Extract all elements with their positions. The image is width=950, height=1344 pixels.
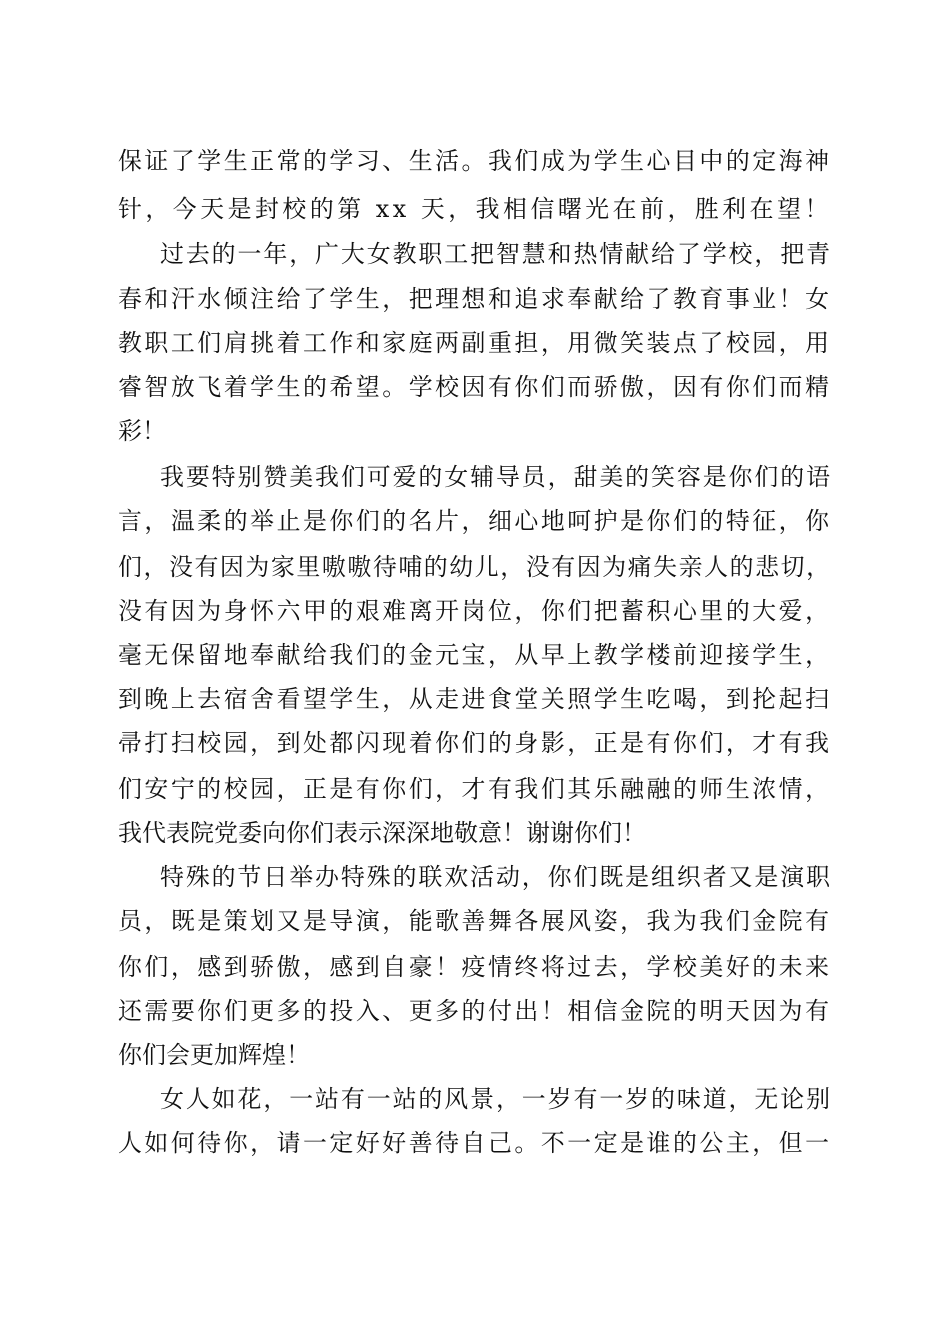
paragraph-first-line: 女人如花，一站有一站的风景，一岁有一岁的味道，无论别 — [160, 1085, 832, 1113]
text-line: 针，今天是封校的第 xx 天，我相信曙光在前，胜利在望！ — [118, 195, 832, 223]
paragraph-first-line: 过去的一年，广大女教职工把智慧和热情献给了学校，把青 — [160, 240, 832, 268]
text-line: 教职工们肩挑着工作和家庭两副重担，用微笑装点了校园，用 — [118, 329, 832, 357]
text-line: 你们，感到骄傲，感到自豪！疫情终将过去，学校美好的未来 — [118, 953, 832, 981]
paragraph-first-line: 我要特别赞美我们可爱的女辅导员，甜美的笑容是你们的语 — [160, 463, 832, 491]
text-line: 们安宁的校园，正是有你们，才有我们其乐融融的师生浓情， — [118, 775, 832, 803]
text-line: 还需要你们更多的投入、更多的付出！相信金院的明天因为有 — [118, 997, 832, 1025]
text-line: 春和汗水倾注给了学生，把理想和追求奉献给了教育事业！女 — [118, 285, 832, 313]
text-line: 我代表院党委向你们表示深深地敬意！谢谢你们！ — [118, 819, 646, 847]
text-line: 你们会更加辉煌！ — [118, 1041, 310, 1069]
text-line: 们，没有因为家里嗷嗷待哺的幼儿，没有因为痛失亲人的悲切， — [118, 553, 832, 581]
text-line: 彩！ — [118, 417, 166, 445]
text-line: 员，既是策划又是导演，能歌善舞各展风姿，我为我们金院有 — [118, 907, 832, 935]
paragraph-first-line: 特殊的节日举办特殊的联欢活动，你们既是组织者又是演职 — [160, 863, 832, 891]
text-line: 人如何待你，请一定好好善待自己。不一定是谁的公主，但一 — [118, 1129, 832, 1157]
text-line: 睿智放飞着学生的希望。学校因有你们而骄傲，因有你们而精 — [118, 373, 832, 401]
text-line: 没有因为身怀六甲的艰难离开岗位，你们把蓄积心里的大爱， — [118, 597, 832, 625]
text-line: 帚打扫校园，到处都闪现着你们的身影，正是有你们，才有我 — [118, 729, 832, 757]
text-line: 言，温柔的举止是你们的名片，细心地呵护是你们的特征，你 — [118, 507, 832, 535]
text-line: 到晚上去宿舍看望学生，从走进食堂关照学生吃喝，到抡起扫 — [118, 685, 832, 713]
text-line: 毫无保留地奉献给我们的金元宝，从早上教学楼前迎接学生， — [118, 641, 832, 669]
text-line: 保证了学生正常的学习、生活。我们成为学生心目中的定海神 — [118, 147, 832, 175]
